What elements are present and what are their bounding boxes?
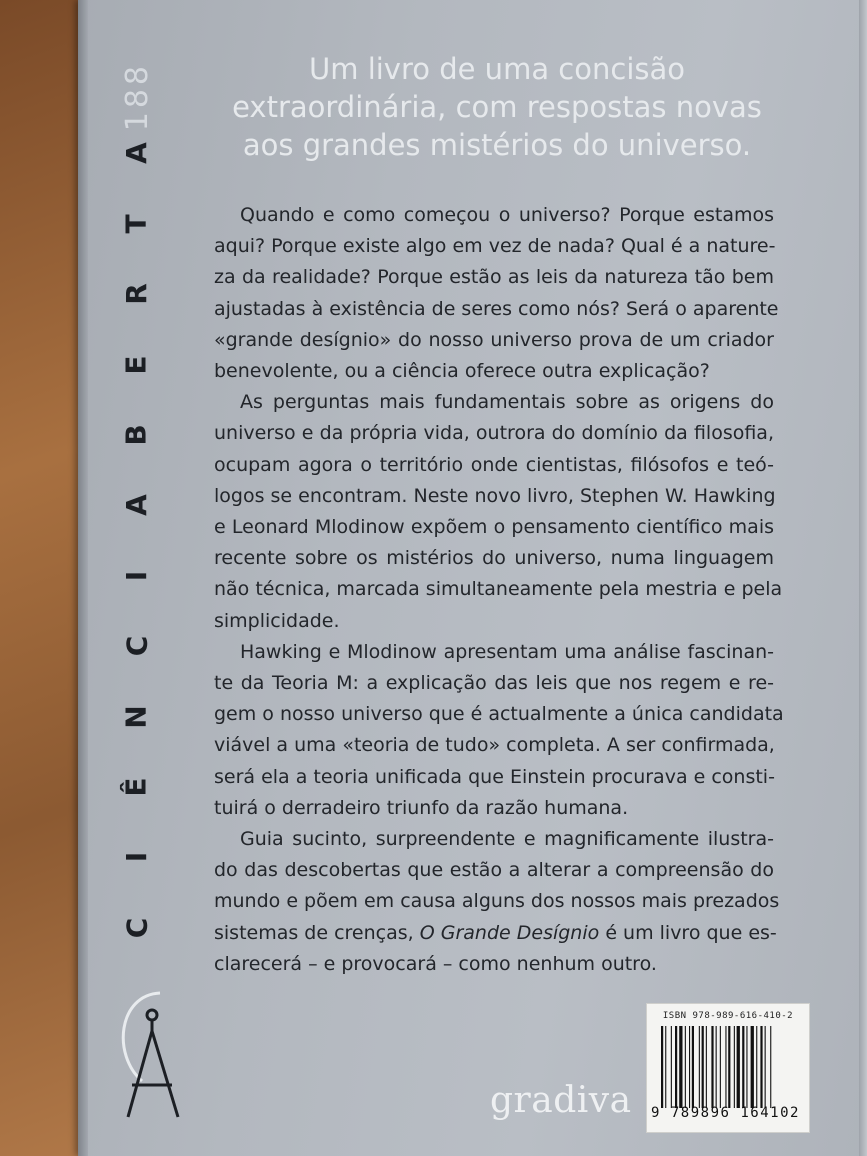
blurb-line: aqui? Porque existe algo em vez de nada? Qual é a nature- [214,235,776,258]
isbn-text: ISBN 978-989-616-410-2 [662,1011,794,1021]
series-letter: E [119,354,153,375]
series-letter: A [119,494,153,517]
series-number: 188 [119,62,155,132]
blurb-line: Quando e como começou o universo? Porque estamos [240,204,774,226]
series-letter: I [119,852,153,863]
compass-logo-icon [108,985,188,1125]
blurb-line: Guia sucinto, surpreendente e magnificamente ilustra- [240,828,774,851]
series-letter: Ê [119,777,153,797]
barcode-icon [661,1026,801,1108]
blurb-text [214,200,784,980]
blurb-segment: é um livro que es- [605,921,777,944]
blurb-line: mundo e põem em causa alguns dos nossos mais prezados [214,890,780,913]
book-spine-edge [78,0,88,1156]
blurb-line: recente sobre os mistérios do universo, numa linguagem [214,547,774,570]
blurb-line: te da Teoria M: a explicação das leis que nos regem e re- [214,672,774,695]
blurb-segment: sistemas de crenças, [214,921,414,944]
blurb-line: viável a uma «teoria de tudo» completa. A ser confirmada, [214,734,775,757]
publisher-logo: gradiva [490,1080,632,1121]
blurb-line: universo e da própria vida, outrora do domínio da filosofia, [214,422,774,445]
book-page-edge [859,0,867,1156]
blurb-line: do das descobertas que estão a alterar a compreensão do [214,859,774,882]
blurb-line: tuirá o derradeiro triunfo da razão humana. [214,796,629,819]
blurb-line: não técnica, marcada simultaneamente pela mestria e pela [214,578,783,601]
series-letter: T [119,214,153,234]
blurb-line: Hawking e Mlodinow apresentam uma análise fascinan- [240,640,774,663]
blurb-line: ajustadas à existência de seres como nós? Será o aparente [214,297,779,320]
series-letter: B [120,424,153,446]
tagline-line: aos grandes mistérios do universo. [242,128,752,162]
blurb-line: clarecerá – e provocará – como nenhum outro. [214,952,657,975]
series-title [119,139,153,942]
series-letter: A [119,142,153,165]
blurb-line [214,918,777,949]
series-letter: C [120,917,153,939]
blurb-line: As perguntas mais fundamentais sobre as origens do [240,391,774,414]
blurb-line: e Leonard Mlodinow expõem o pensamento científico mais [214,516,774,539]
tagline [212,50,782,164]
blurb-line: gem o nosso universo que é actualmente a única candidata [214,703,784,726]
series-letter: C [120,635,153,657]
blurb-line: logos se encontram. Neste novo livro, Stephen W. Hawking [214,484,776,507]
tagline-line: extraordinária, com respostas novas [232,90,762,124]
blurb-line: simplicidade. [214,609,340,632]
series-letter: N [120,704,153,729]
blurb-line: será ela a teoria unificada que Einstein procurava e consti- [214,765,775,788]
barcode-digits: 9 789896 164102 [651,1105,800,1121]
series-banner [112,62,162,942]
blurb-line: «grande desígnio» do nosso universo prova de um criador [214,328,774,351]
blurb-line: benevolente, ou a ciência oferece outra explicação? [214,360,710,383]
tagline-line: Um livro de uma concisão [309,52,685,86]
series-letter: R [120,283,153,305]
book-title: O Grande Desígnio [419,921,600,944]
blurb-line: za da realidade? Porque estão as leis da natureza tão bem [214,266,774,289]
series-letter: I [119,570,153,582]
blurb-line: ocupam agora o território onde cientistas, filósofos e teó- [214,453,774,476]
barcode-label [646,1003,810,1133]
